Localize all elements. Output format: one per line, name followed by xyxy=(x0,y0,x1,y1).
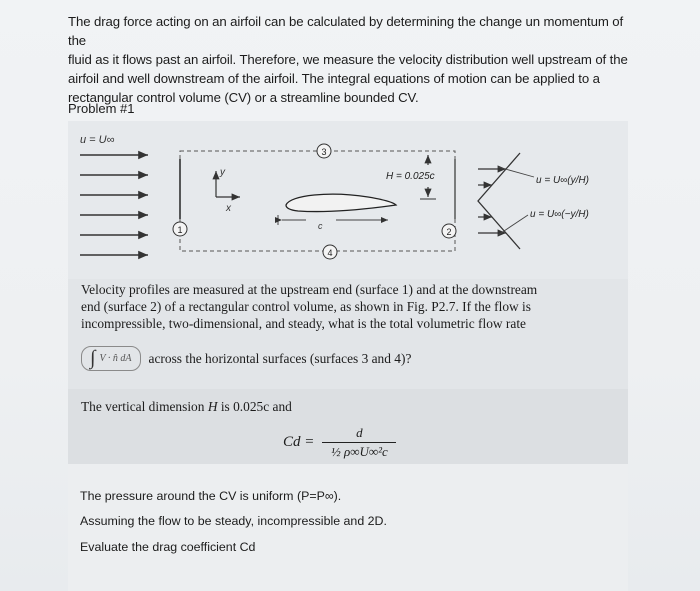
integral-sign: ∫ xyxy=(90,346,96,369)
cd-fraction xyxy=(322,425,396,460)
airfoil-shape xyxy=(286,194,396,211)
vertical-dim-var: H xyxy=(207,399,218,414)
chord-label: c xyxy=(318,221,323,231)
task-statement: Evaluate the drag coefficient Cd xyxy=(80,540,256,554)
pressure-statement: The pressure around the CV is uniform (P=P∞). xyxy=(80,489,342,503)
intro-paragraph xyxy=(68,12,628,107)
inflow-arrows xyxy=(80,155,148,255)
surface-1-number: 1 xyxy=(177,225,183,235)
surface-4-number: 4 xyxy=(327,248,333,258)
intro-line: fluid as it flows past an airfoil. Therefore, we measure the velocity distribution well upstream of the xyxy=(68,52,628,67)
assumption-statement: Assuming the flow to be steady, incompressible and 2D. xyxy=(80,514,387,528)
intro-line: airfoil and well downstream of the airfoil. The integral equations of motion can be applied to a xyxy=(68,71,600,86)
problem-label: Problem #1 xyxy=(68,101,135,116)
textbook-line: end (surface 2) of a rectangular control volume, as shown in Fig. P2.7. If the flow is xyxy=(81,299,531,314)
textbook-line: incompressible, two-dimensional, and steady, what is the total volumetric flow rate xyxy=(81,316,527,331)
drag-coefficient-formula xyxy=(283,425,396,460)
control-volume-figure xyxy=(68,121,628,279)
vertical-dim-prefix: The vertical dimension xyxy=(81,399,208,414)
surface-3-number: 3 xyxy=(321,147,327,157)
profile-upper-label: u = U∞(y/H) xyxy=(536,175,589,186)
axis-x-label: x xyxy=(226,203,231,214)
wake-profile-arrows xyxy=(478,169,506,233)
integral-expression: V · n̂ dA xyxy=(99,352,132,364)
profile-lower-leader xyxy=(498,215,528,235)
surface-2-number: 2 xyxy=(446,227,452,237)
inflow-label: u = U∞ xyxy=(80,134,115,146)
intro-line: rectangular control volume (CV) or a streamline bounded CV. xyxy=(68,90,419,105)
given-conditions xyxy=(68,389,628,464)
vertical-dim-suffix: is 0.025c and xyxy=(217,399,292,414)
cd-numerator: d xyxy=(356,425,363,440)
textbook-line: Velocity profiles are measured at the upstream end (surface 1) and at the downstream xyxy=(81,282,538,297)
cd-denominator: ½ ρ∞U∞²c xyxy=(330,444,388,459)
problem-statements xyxy=(68,464,628,591)
textbook-excerpt xyxy=(68,279,628,389)
fraction-bar xyxy=(322,442,396,443)
flow-rate-integral xyxy=(81,346,141,371)
vertical-dimension-statement xyxy=(81,399,292,415)
axis-y-label: y xyxy=(220,167,225,178)
textbook-paragraph xyxy=(81,281,621,332)
height-label: H = 0.025c xyxy=(386,171,435,182)
figure-svg xyxy=(68,121,628,279)
integral-tail-text: across the horizontal surfaces (surfaces 3 and 4)? xyxy=(148,350,412,366)
intro-line: The drag force acting on an airfoil can be calculated by determining the change un momentum of the xyxy=(68,14,624,48)
cd-lhs: Cd = xyxy=(283,434,315,450)
integral-row xyxy=(81,345,411,371)
profile-lower-label: u = U∞(−y/H) xyxy=(530,209,589,220)
